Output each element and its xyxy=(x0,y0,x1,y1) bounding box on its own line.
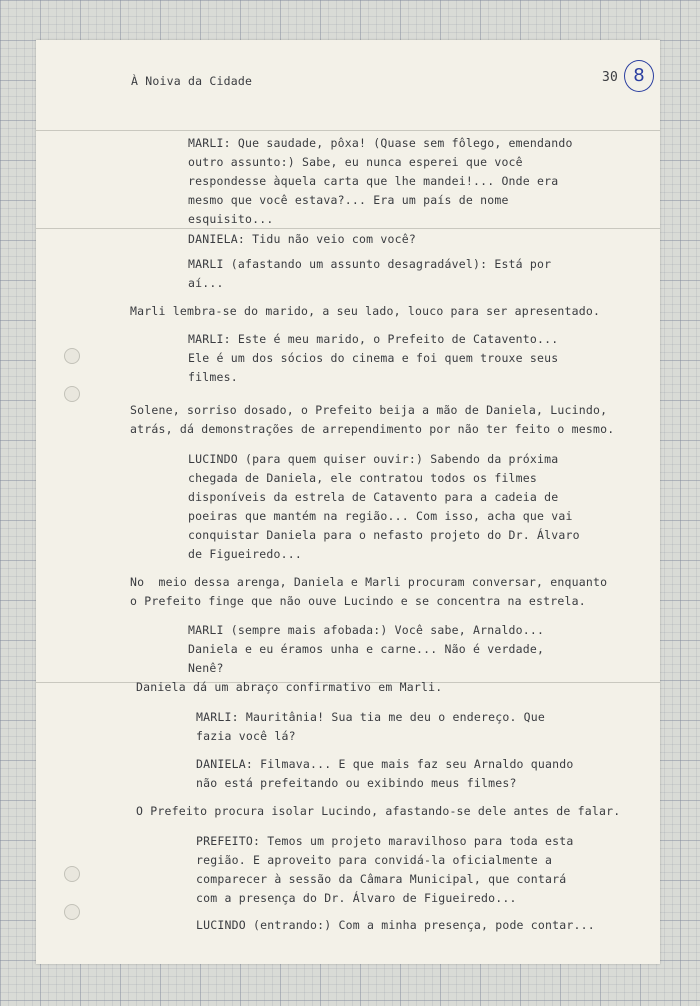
stage-direction: o Prefeito finge que não ouve Lucindo e se concentra na estrela. xyxy=(130,594,586,608)
dialogue-line: comparecer à sessão da Câmara Municipal, que contará xyxy=(196,872,567,886)
dialogue-line: LUCINDO (para quem quiser ouvir:) Sabendo da próxima xyxy=(188,452,559,466)
stage-direction: Marli lembra-se do marido, a seu lado, louco para ser apresentado. xyxy=(130,304,601,318)
stage-direction: Solene, sorriso dosado, o Prefeito beija a mão de Daniela, Lucindo, xyxy=(130,403,608,417)
stage-direction: O Prefeito procura isolar Lucindo, afastando-se dele antes de falar. xyxy=(136,804,621,818)
dialogue-line: Daniela e eu éramos unha e carne... Não é verdade, xyxy=(188,642,545,656)
dialogue-line: MARLI: Que saudade, pôxa! (Quase sem fôlego, emendando xyxy=(188,136,573,150)
handwritten-circled-number: 8 xyxy=(624,60,654,92)
dialogue-line: PREFEITO: Temos um projeto maravilhoso para toda esta xyxy=(196,834,574,848)
dialogue-line: disponíveis da estrela de Catavento para a cadeia de xyxy=(188,490,559,504)
typed-page xyxy=(36,40,660,964)
dialogue-line: conquistar Daniela para o nefasto projeto do Dr. Álvaro xyxy=(188,528,580,542)
dialogue-line: não está prefeitando ou exibindo meus filmes? xyxy=(196,776,517,790)
dialogue-line: fazia você lá? xyxy=(196,729,296,743)
dialogue-line: poeiras que mantém na região... Com isso, acha que vai xyxy=(188,509,573,523)
dialogue-line: filmes. xyxy=(188,370,238,384)
dialogue-line: mesmo que você estava?... Era um país de nome xyxy=(188,193,509,207)
punch-hole xyxy=(64,386,80,402)
paste-seam xyxy=(36,130,660,131)
paste-seam xyxy=(36,228,660,229)
dialogue-line: região. E aproveito para convidá-la oficialmente a xyxy=(196,853,553,867)
dialogue-line: respondesse àquela carta que lhe mandei!... Onde era xyxy=(188,174,559,188)
dialogue-line: MARLI: Este é meu marido, o Prefeito de Catavento... xyxy=(188,332,559,346)
dialogue-line: chegada de Daniela, ele contratou todos os filmes xyxy=(188,471,538,485)
dialogue-line: de Figueiredo... xyxy=(188,547,302,561)
dialogue-line: DANIELA: Tidu não veio com você? xyxy=(188,232,416,246)
dialogue-line: MARLI (sempre mais afobada:) Você sabe, Arnaldo... xyxy=(188,623,545,637)
dialogue-line: MARLI: Mauritânia! Sua tia me deu o endereço. Que xyxy=(196,710,546,724)
stage-direction: Daniela dá um abraço confirmativo em Marli. xyxy=(136,680,443,694)
dialogue-line: aí... xyxy=(188,276,224,290)
dialogue-line: outro assunto:) Sabe, eu nunca esperei que você xyxy=(188,155,523,169)
dialogue-line: com a presença do Dr. Álvaro de Figueiredo... xyxy=(196,891,517,905)
punch-hole xyxy=(64,866,80,882)
dialogue-line: Ele é um dos sócios do cinema e foi quem trouxe seus xyxy=(188,351,559,365)
dialogue-line: esquisito... xyxy=(188,212,274,226)
stage-direction: atrás, dá demonstrações de arrependimento por não ter feito o mesmo. xyxy=(130,422,615,436)
dialogue-line: MARLI (afastando um assunto desagradável): Está por xyxy=(188,257,552,271)
dialogue-line: DANIELA: Filmava... E que mais faz seu Arnaldo quando xyxy=(196,757,574,771)
punch-hole xyxy=(64,904,80,920)
dialogue-line: LUCINDO (entrando:) Com a minha presença, pode contar... xyxy=(196,918,595,932)
page-header-title: À Noiva da Cidade xyxy=(131,74,253,88)
stage-direction: No meio dessa arenga, Daniela e Marli procuram conversar, enquanto xyxy=(130,575,608,589)
punch-hole xyxy=(64,348,80,364)
page-number: 30 xyxy=(602,70,619,85)
dialogue-line: Nenê? xyxy=(188,661,224,675)
